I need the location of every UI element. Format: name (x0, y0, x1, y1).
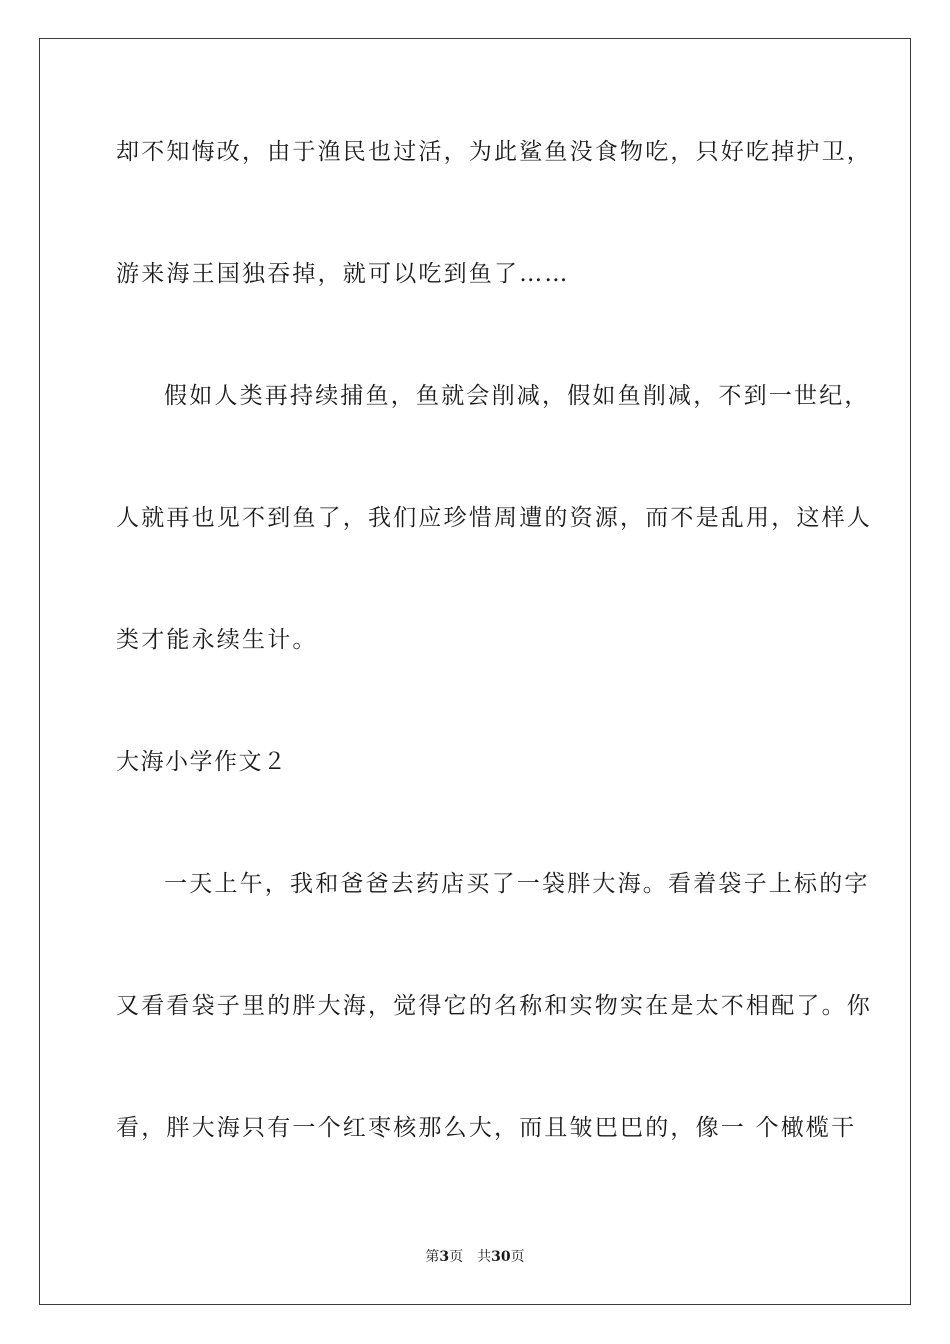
page-total-unit: 页 (510, 1249, 525, 1265)
page-total: 30 (491, 1249, 511, 1265)
paragraph-line: 假如人类再持续捕鱼，鱼就会削减，假如鱼削减，不到一世纪， (164, 383, 870, 409)
paragraph-line: 又看看袋子里的胖大海，觉得它的名称和实物实在是太不相配了。你 (116, 993, 872, 1019)
page-number-unit: 页 (449, 1249, 464, 1265)
paragraph-line: 一天上午，我和爸爸去药店买了一袋胖大海。看着袋子上标的字 (164, 871, 870, 897)
paragraph-line: 却不知悔改，由于渔民也过活，为此鲨鱼没食物吃，只好吃掉护卫， (116, 139, 872, 165)
page-number-prefix: 第 (425, 1249, 440, 1265)
paragraph-line: 游来海王国独吞掉，就可以吃到鱼了…… (116, 261, 570, 287)
paragraph-line: 类才能永续生计。 (116, 627, 318, 653)
page-total-prefix: 共 (477, 1249, 492, 1265)
page-footer (0, 1246, 950, 1266)
paragraph-line: 人就再也见不到鱼了，我们应珍惜周遭的资源，而不是乱用，这样人 (116, 505, 872, 531)
paragraph-line: 看，胖大海只有一个红枣核那么大，而且皱巴巴的，像一 个橄榄干 (116, 1115, 857, 1141)
page-number-current: 3 (439, 1249, 450, 1265)
section-heading: 大海小学作文２ (116, 749, 288, 775)
